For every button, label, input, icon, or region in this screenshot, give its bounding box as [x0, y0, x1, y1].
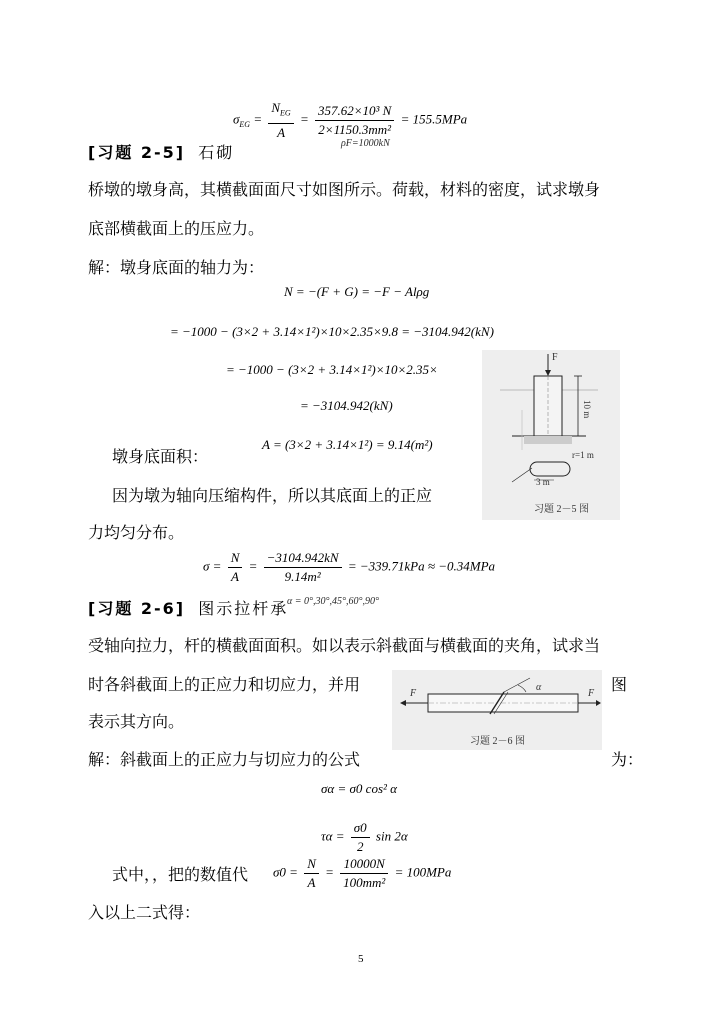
p25-area-eq: A = (3×2 + 3.14×1²) = 9.14(m²): [262, 437, 433, 452]
fig26-caption: 习题 2－6 图: [470, 736, 525, 747]
figure-2-5-drawing: [482, 350, 620, 520]
overlap-alpha-text: α = 0°,30°,45°,60°,90°: [287, 596, 379, 607]
heading-2-6: [88, 599, 288, 619]
sigma-lhs: σ =: [203, 558, 222, 574]
p26-line3: 表示其方向。: [88, 712, 185, 731]
sub-num2: 10000N: [340, 856, 388, 874]
heading-2-5-label: [习题 2-5]: [88, 143, 186, 162]
p25-sigma-eq: σ = $\frac{N}{A}$ = $\frac{-3104.942kN}{\text{9.14m²}}$ = −339.71kPa ≈ −0.34MPa: [203, 550, 496, 584]
p25-eq1: N = −(F + G) = −F − Alρg: [284, 284, 430, 299]
fig25-height-label: 10 m: [582, 400, 592, 419]
heading-2-5-tail: 石砌: [198, 143, 235, 162]
p26-tail: 入以上二式得：: [88, 903, 201, 922]
fig25-radius-label: r=1 m: [572, 450, 594, 460]
p25-line2: 底部横截面上的压应力。: [88, 219, 265, 238]
overlap-rho-text: ρF=1000kN: [341, 138, 390, 149]
figure-2-5: [482, 350, 620, 520]
p26-line2-left: 时各斜截面上的正应力和切应力，并用: [88, 675, 361, 694]
sub-frac2: [340, 856, 388, 891]
sigma-num1: N: [228, 550, 243, 568]
p25-solution-intro: 解：墩身底面的轴力为：: [88, 258, 265, 277]
tau-lhs: τα =: [321, 828, 345, 844]
sigma-den2: 9.14m²: [284, 569, 321, 584]
eq-result: = 155.5MPa: [400, 111, 468, 127]
sigma-result: = −339.71kPa ≈ −0.34MPa: [347, 558, 496, 574]
heading-2-6-tail: 图示拉杆承: [198, 599, 289, 618]
sub-num1: N: [304, 856, 319, 874]
p25-reason1: 因为墩为轴向压缩构件，所以其底面上的正应: [112, 486, 433, 505]
p26-solution-right: 为：: [611, 750, 644, 769]
sigma-num2: −3104.942kN: [264, 550, 342, 568]
frac-symbolic: [268, 100, 293, 141]
sub-den1: A: [307, 875, 316, 890]
tau-rhs: sin 2α: [375, 828, 408, 844]
den-val: 2×1150.3mm²: [318, 121, 392, 137]
page-number: 5: [358, 953, 364, 965]
num-sub: EG: [280, 108, 291, 118]
eq-lhs-sub: EG: [239, 119, 251, 129]
fig26-left-force: F: [410, 688, 417, 699]
fig26-right-force: F: [588, 688, 595, 699]
den-sym: A: [277, 124, 286, 140]
eq-lhs: σ: [233, 111, 240, 127]
p25-reason2: 力均匀分布。: [88, 523, 185, 542]
p26-line1: 受轴向拉力，杆的横截面面积。如以表示斜截面与横截面的夹角，试求当: [88, 636, 601, 655]
p26-eq-tau: [321, 820, 408, 855]
sigma-den1: A: [231, 569, 239, 584]
sigma-frac2: [264, 550, 342, 585]
p25-area-label: 墩身底面积：: [112, 447, 209, 466]
p25-eq4: = −3104.942(kN): [300, 398, 393, 413]
sub-den2: 100mm²: [343, 875, 386, 890]
heading-2-5: [88, 143, 234, 163]
p26-sub-eq: σ0 = $\frac{N}{A}$ = $\frac{10000N}{\text{100mm²}}$ = 100MPa: [273, 856, 452, 890]
p26-solution-left: 解：斜截面上的正应力与切应力的公式: [88, 750, 361, 769]
figure-2-6: [392, 670, 602, 750]
p25-eq2: = −1000 − (3×2 + 3.14×1²)×10×2.35×9.8 = −3104.942(kN): [170, 324, 494, 339]
p26-sub-text: 式中，，把的数值代: [112, 865, 249, 884]
p25-eq3: = −1000 − (3×2 + 3.14×1²)×10×2.35×: [226, 362, 438, 377]
p26-line2-right: 图: [611, 675, 628, 694]
tau-frac: [351, 820, 370, 855]
p25-line1: 桥墩的墩身高，其横截面面尺寸如图所示。荷载，材料的密度，试求墩身: [88, 180, 601, 199]
sub-lhs: σ0 =: [273, 864, 298, 880]
fig25-caption: 习题 2－5 图: [534, 504, 589, 515]
fig26-angle: α: [536, 682, 542, 693]
heading-2-6-label: [习题 2-6]: [88, 599, 186, 618]
sub-frac1: [304, 856, 319, 891]
p26-eq-sigma: σα = σ0 cos² α: [321, 781, 397, 796]
num-sym: N: [271, 100, 281, 115]
eq-sigma-eg: $\sigma_{EG}$ = $\frac{N_{EG}}{A}$ = $\frac{\text{357.62×10³ N}}{\text{2×1150.3mm²}}$ = 155.5MPa: [233, 100, 468, 140]
frac-values: [315, 103, 394, 138]
tau-den: 2: [356, 839, 364, 854]
fig25-width-label: 3 m: [536, 477, 550, 487]
sub-result: = 100MPa: [394, 864, 452, 880]
fig25-load-label: F: [552, 352, 558, 363]
tau-num: σ0: [351, 820, 370, 838]
sigma-frac1: [228, 550, 243, 585]
num-val: 357.62×10³ N: [315, 103, 394, 121]
